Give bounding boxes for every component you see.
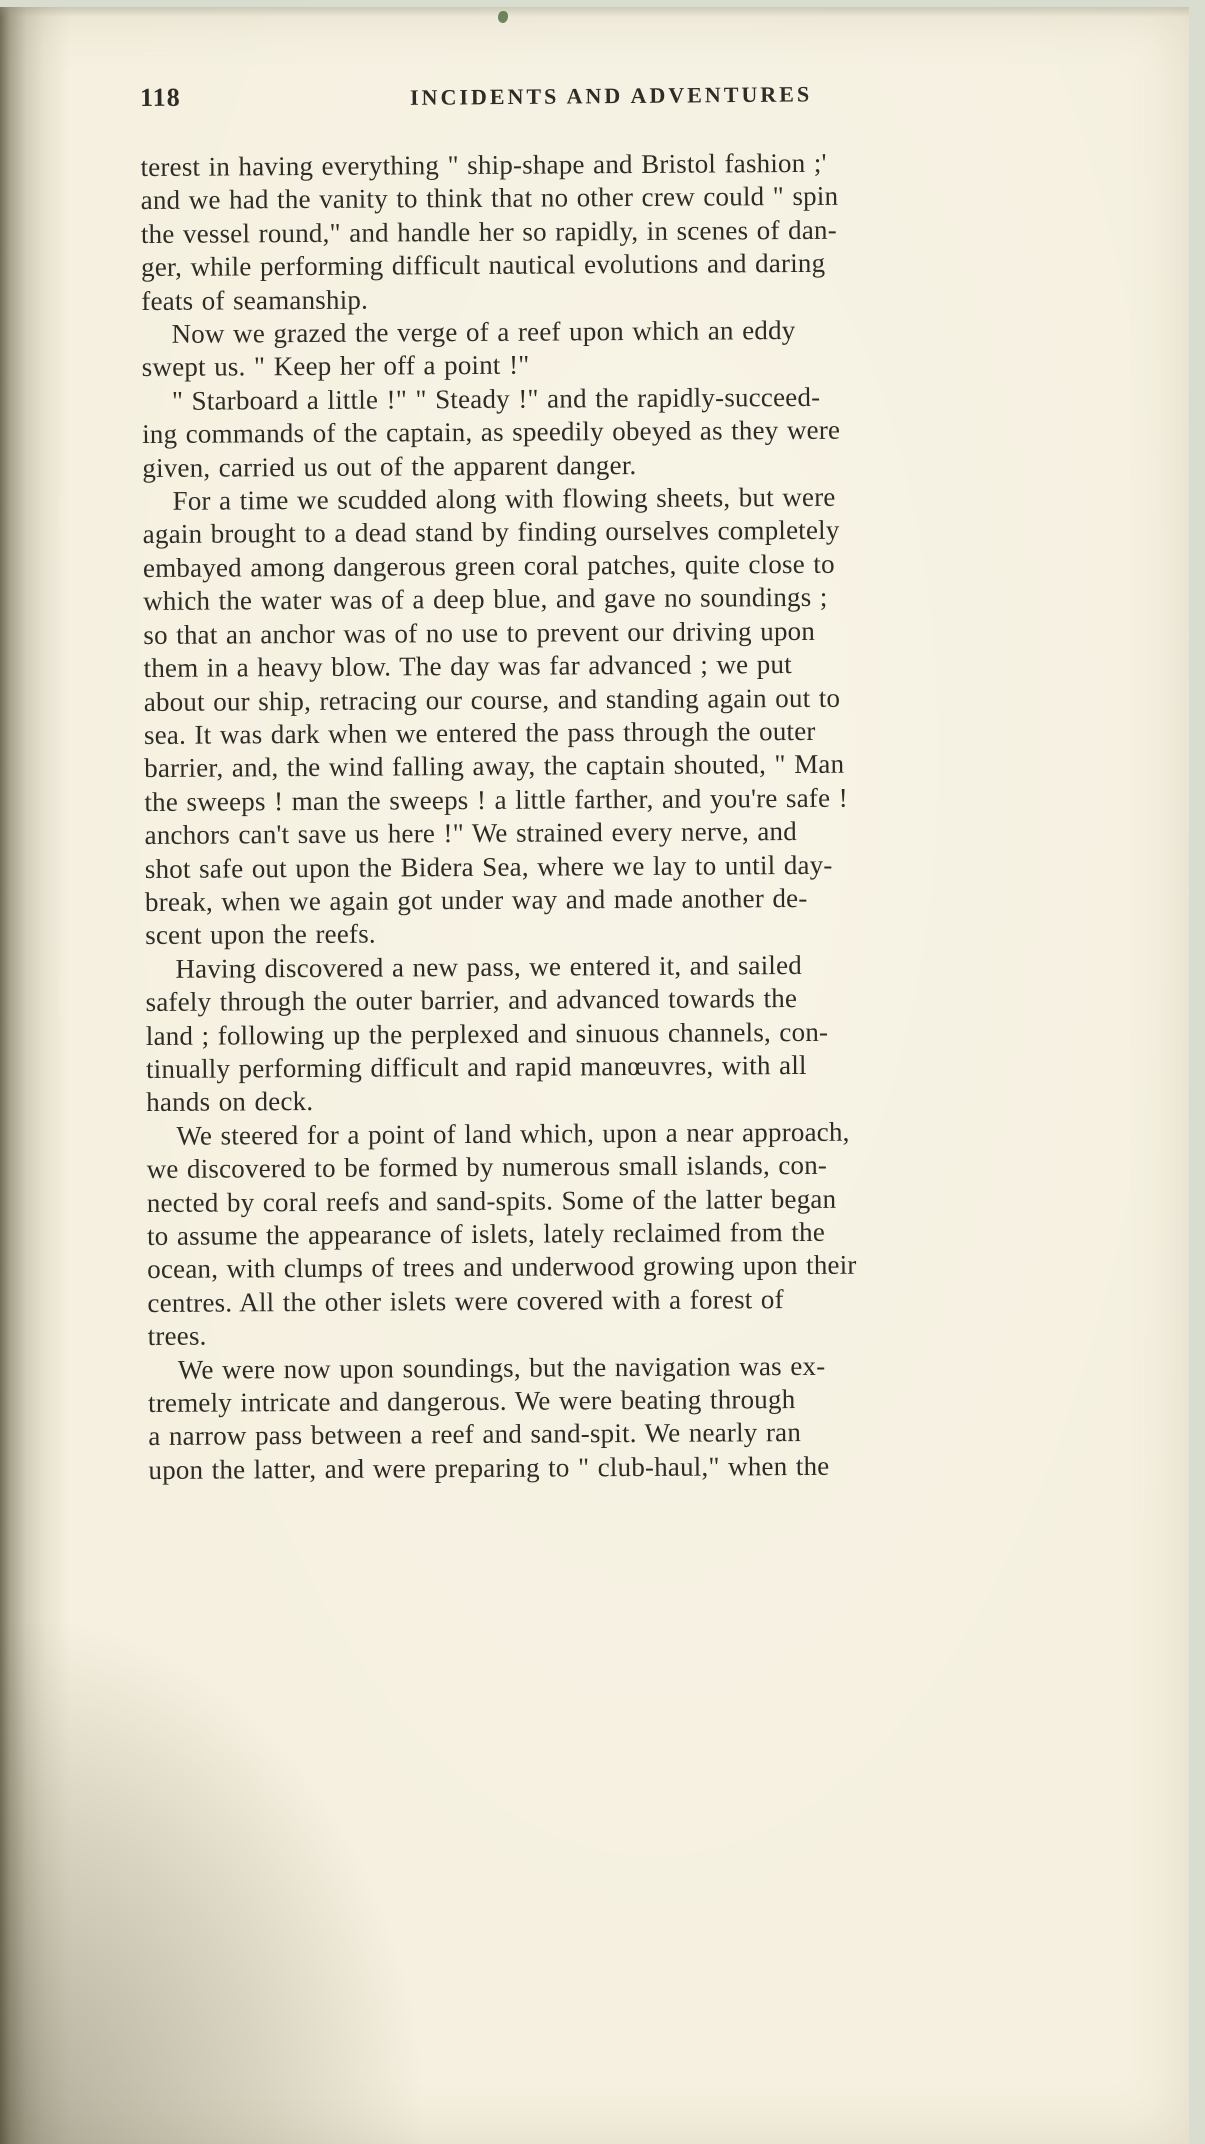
page-number: 118 [140, 82, 181, 112]
running-title: INCIDENTS AND ADVENTURES [409, 81, 813, 110]
paragraph: Having discovered a new pass, we entered it, and sailed safely through the outer barrier, and advanced towards the land ; following up the perplexed and sinuous channels, con- tinually performing difficult and rapid manœuvres, with all hands on deck. [145, 949, 829, 1118]
paragraph: Now we grazed the verge of a reef upon which an eddy swept us. " Keep her off a point !" [141, 315, 796, 383]
paragraph: We were now upon soundings, but the navigation was ex- tremely intricate and dangerous. We were beating through a narrow pass between a reef and sand-spit. We nearly ran upon the latter, and were preparing to " club-haul," when the [147, 1350, 830, 1485]
gutter-shadow-bottom-left [0, 1624, 420, 2144]
page-header [140, 77, 1082, 117]
paragraph: " Starboard a little !" " Steady !" and the rapidly-succeed- ing commands of the captain, as speedily obeyed as they were given, carried us out of the apparent danger. [142, 381, 841, 483]
paragraph: For a time we scudded along with flowing sheets, but were again brought to a dead stand by finding ourselves completely embayed among dangerous green coral patches, quite close to which the water was of a deep blue, and gave no soundings ; so that an anchor was of no use to prevent our driving upon them in a heavy blow. The day was far advanced ; we put about our ship, retracing our course, and standing again out to sea. It was dark when we entered the pass through the outer barrier, and, the wind falling away, the captain shouted, " Man the sweeps ! man the sweeps ! a little farther, and you're safe ! anchors can't save us here !" We strained every nerve, and shot safe out upon the Bidera Sea, where we lay to until day- break, when we again got under way and made another de- scent upon the reefs. [142, 481, 849, 951]
paragraph: terest in having everything " ship-shape and Bristol fashion ;' and we had the vanity to think that no other crew could " spin the vessel round," and handle her so rapidly, in scenes of dan- ger, while performing difficult nautical evolutions and daring feats of seamanship. [140, 147, 839, 316]
page-text [140, 145, 1090, 1487]
paragraph: We steered for a point of land which, upon a near approach, we discovered to be formed by numerous small islands, con- nected by coral reefs and sand-spits. Some of the latter began to assume the appearance of islets, lately reclaimed from the ocean, with clumps of trees and underwood growing upon their centres. All the other islets were covered with a forest of trees. [146, 1116, 857, 1352]
page-content [140, 77, 1091, 1487]
scan-artifact-speck [498, 11, 508, 23]
scan-edge-top [0, 7, 1189, 17]
paper-page [0, 7, 1189, 2144]
gutter-shadow-left [0, 7, 70, 2144]
